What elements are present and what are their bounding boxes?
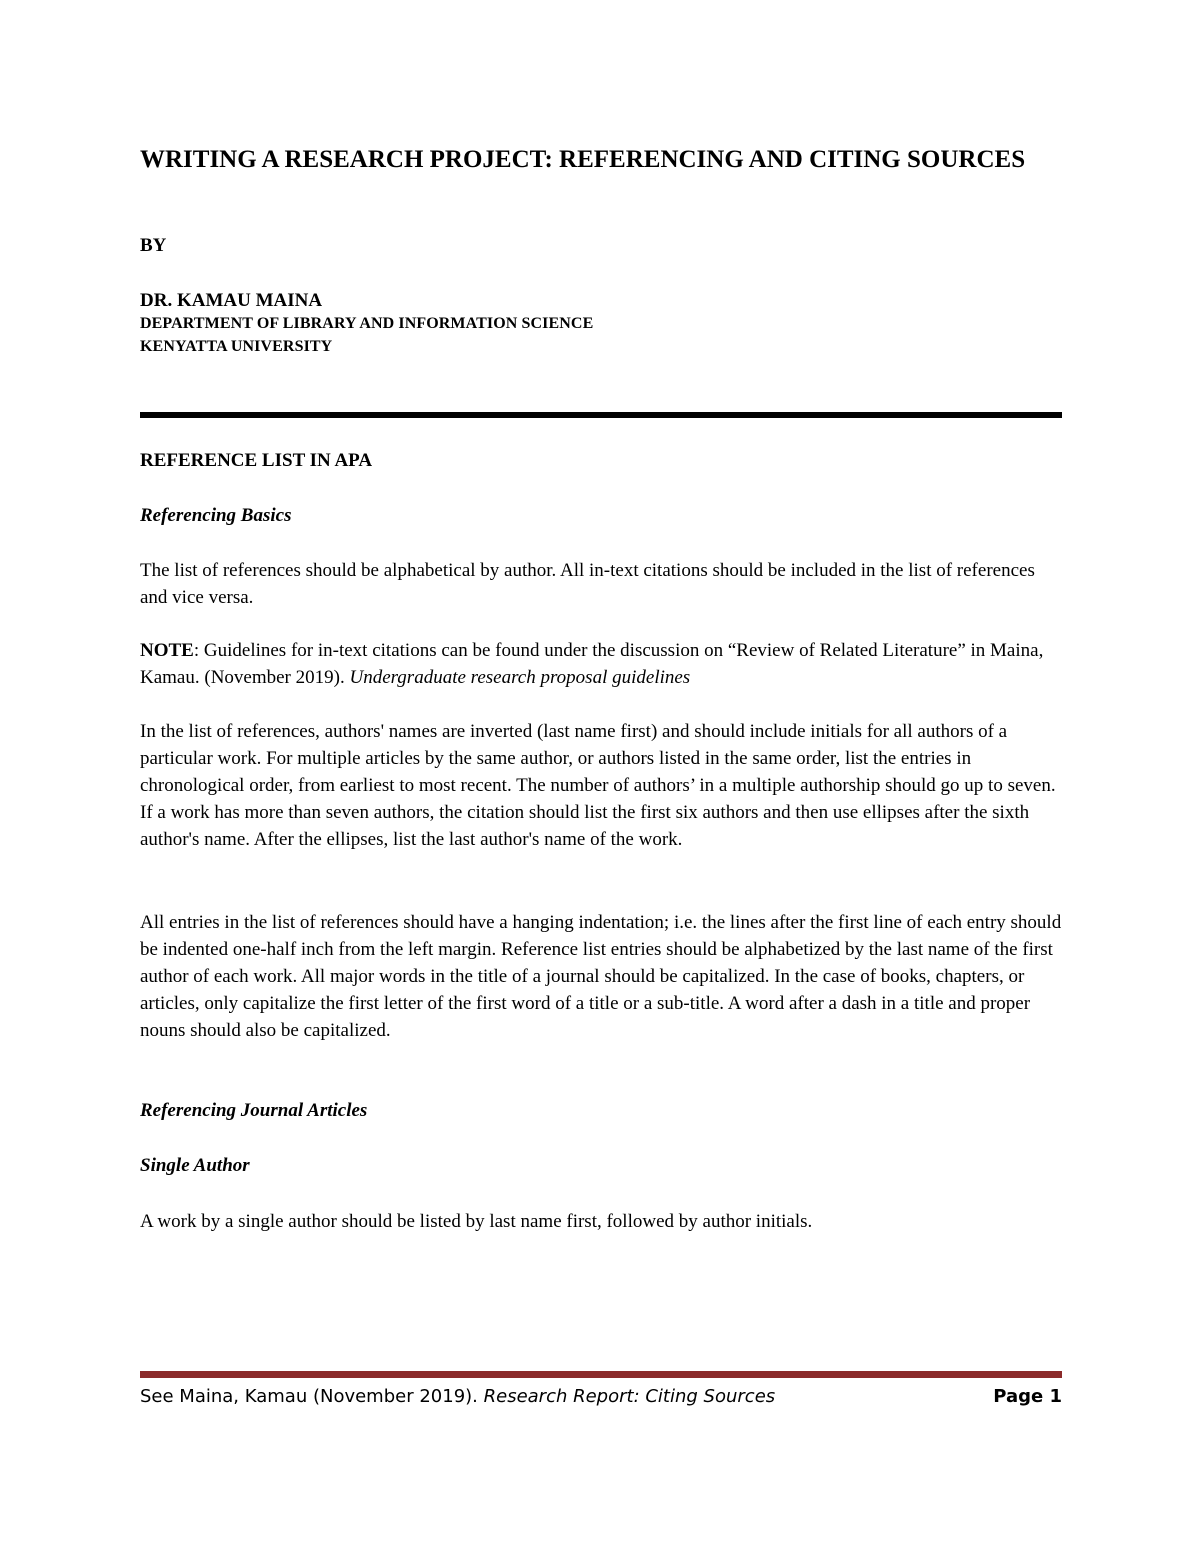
- page-number: Page 1: [993, 1386, 1062, 1407]
- footer-divider: [140, 1371, 1062, 1378]
- subheading-single-author: Single Author: [140, 1155, 250, 1176]
- author-university: KENYATTA UNIVERSITY: [140, 338, 333, 355]
- footer-citation: [140, 1384, 775, 1410]
- subheading-journal-articles: Referencing Journal Articles: [140, 1100, 368, 1121]
- subheading-referencing-basics: Referencing Basics: [140, 505, 292, 526]
- author-department: DEPARTMENT OF LIBRARY AND INFORMATION SCIENCE: [140, 315, 594, 332]
- note-text: : Guidelines for in-text citations can be found under the discussion on “Review of Related Literature” in Maina, Kamau. (November 2019).: [140, 640, 1044, 688]
- paragraph-author-names: In the list of references, authors' names are inverted (last name first) and should include initials for all authors of a particular work. For multiple articles by the same author, or authors listed in the same order, list the entries in chronological order, from earliest to most recent. The number of authors’ in a multiple authorship should go up to seven. If a work has more than seven authors, the citation should list the first six authors and then use ellipses after the sixth author's name. After the ellipses, list the last author's name of the work.: [140, 721, 1056, 850]
- document-title: WRITING A RESEARCH PROJECT: REFERENCING AND CITING SOURCES: [140, 146, 1026, 173]
- paragraph-hanging-indent: All entries in the list of references should have a hanging indentation; i.e. the lines after the first line of each entry should be indented one-half inch from the left margin. Reference list entries should be alphabetized by the last name of the first author of each work. All major words in the title of a journal should be capitalized. In the case of books, chapters, or articles, only capitalize the first letter of the first word of a title or a sub-title. A word after a dash in a title and proper nouns should also be capitalized.: [140, 912, 1062, 1041]
- footer-citation-text: See Maina, Kamau (November 2019).: [140, 1386, 484, 1407]
- author-name: DR. KAMAU MAINA: [140, 290, 323, 311]
- note-label: NOTE: [140, 640, 194, 661]
- paragraph-note: [140, 637, 1065, 691]
- footer-citation-title: Research Report: Citing Sources: [483, 1386, 776, 1407]
- paragraph-alphabetical: The list of references should be alphabetical by author. All in-text citations should be included in the list of references and vice versa.: [140, 560, 1035, 608]
- note-italic-title: Undergraduate research proposal guidelines: [349, 667, 691, 688]
- section-heading: REFERENCE LIST IN APA: [140, 450, 373, 471]
- header-divider: [140, 412, 1062, 418]
- paragraph-single-author: A work by a single author should be listed by last name first, followed by author initials.: [140, 1211, 813, 1232]
- byline-label: BY: [140, 235, 167, 256]
